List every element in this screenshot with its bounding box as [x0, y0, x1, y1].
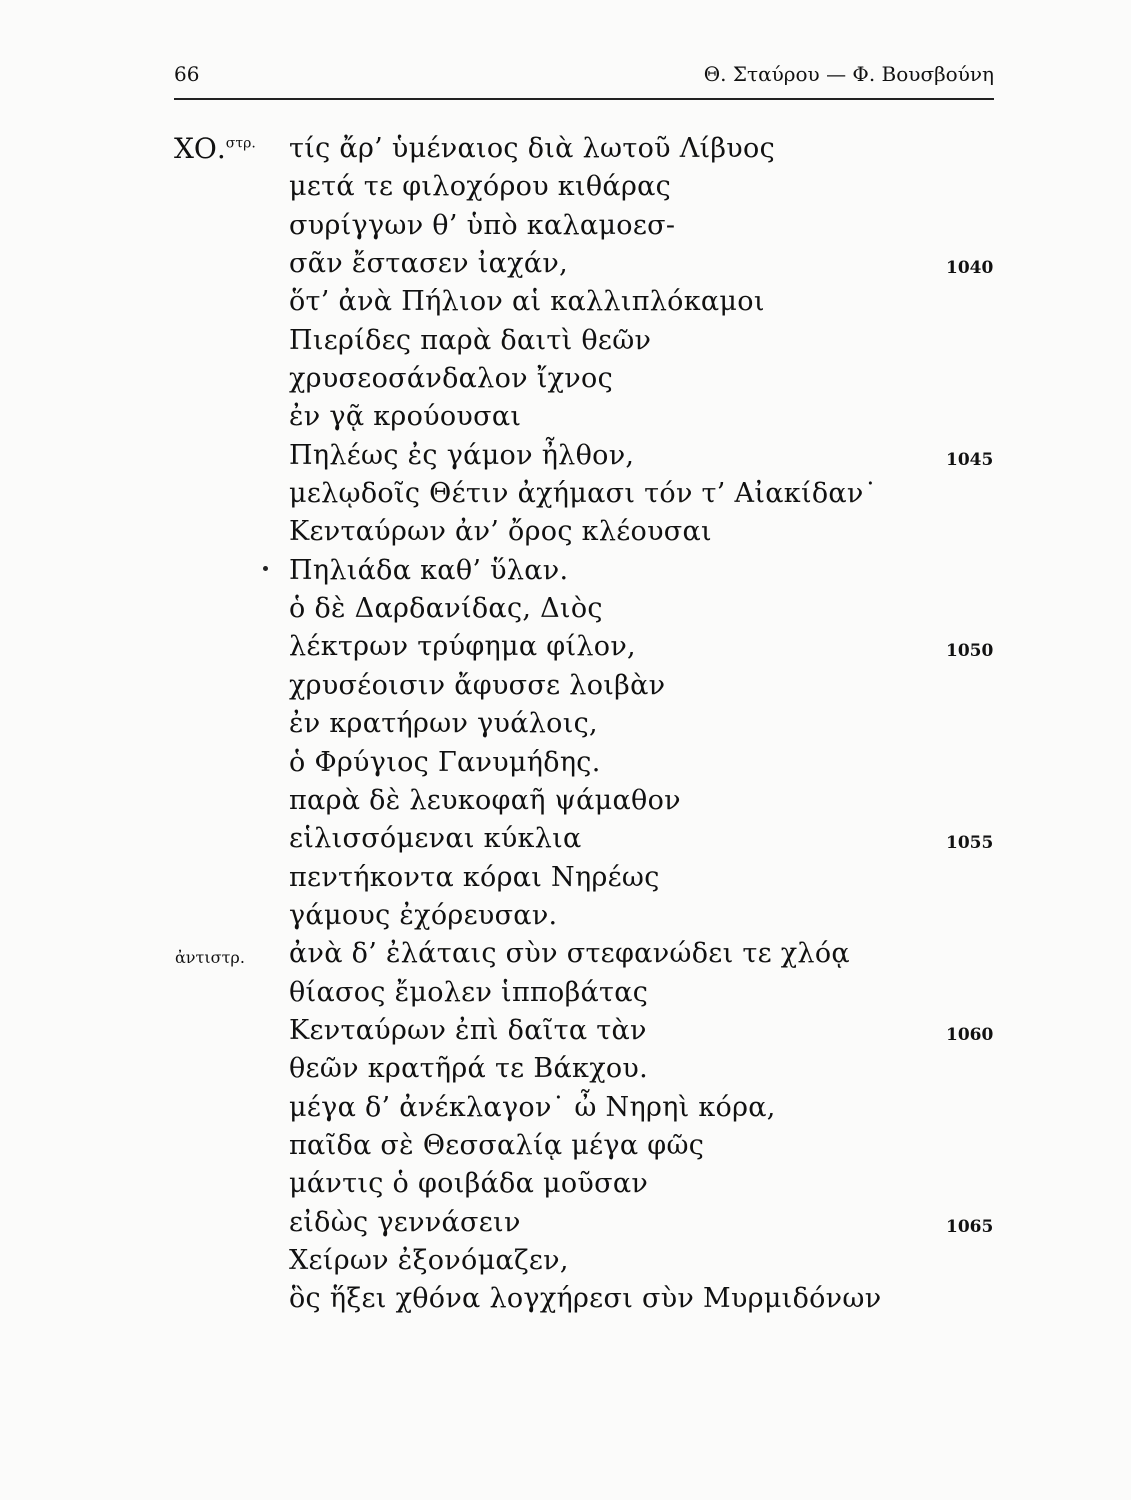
verse-text: ὁ δὲ Δαρδανίδας, Διὸς [289, 593, 603, 625]
verse-text: εἱλισσόμεναι κύκλια [289, 823, 582, 855]
verse-line [0, 1050, 1131, 1088]
verse-line [0, 1165, 1131, 1203]
page-header [174, 58, 994, 100]
page-number: 66 [174, 62, 200, 86]
verse-line [0, 1089, 1131, 1127]
verse-line [0, 897, 1131, 935]
verse-text: γάμους ἐχόρευσαν. [289, 899, 558, 931]
line-number: 1065 [946, 1216, 994, 1237]
verse-text: χρυσέοισιν ἄφυσσε λοιβὰν [289, 669, 666, 701]
verse-text: ἐν κρατήρων γυάλοις, [289, 708, 598, 740]
verse-line [0, 974, 1131, 1012]
verse-text: ὅτ’ ἀνὰ Πήλιον αἱ καλλιπλόκαμοι [289, 286, 765, 318]
verse-line [0, 935, 1131, 973]
verse-line [0, 782, 1131, 820]
verse-line [0, 552, 1131, 590]
verse-text: παῖδα σὲ Θεσσαλίᾳ μέγα φῶς [289, 1129, 705, 1161]
verse-line [0, 1242, 1131, 1280]
verse-text: μελῳδοῖς Θέτιν ἀχήμασι τόν τ’ Αἰακίδαν˙ [289, 478, 878, 510]
verse-block [0, 130, 1131, 1319]
verse-text: ἀνὰ δ’ ἐλάταις σὺν στεφανώδει τε χλόᾳ [289, 938, 850, 970]
verse-line [0, 1204, 1131, 1242]
running-head: Θ. Σταύρου — Φ. Βουσβούνη [703, 62, 994, 86]
verse-text: Κενταύρων ἐπὶ δαῖτα τὰν [289, 1014, 647, 1046]
verse-text: λέκτρων τρύφημα φίλον, [289, 631, 636, 663]
verse-text: Πιερίδες παρὰ δαιτὶ θεῶν [289, 324, 652, 356]
line-number: 1060 [946, 1024, 994, 1045]
verse-text: πεντήκοντα κόραι Νηρέως [289, 861, 660, 893]
verse-line [0, 398, 1131, 436]
verse-line [0, 590, 1131, 628]
verse-line [0, 859, 1131, 897]
verse-line [0, 207, 1131, 245]
verse-line [0, 820, 1131, 858]
verse-text: παρὰ δὲ λευκοφαῆ ψάμαθον [289, 784, 681, 816]
verse-text: ὁ Φρύγιος Γανυμήδης. [289, 746, 601, 778]
speaker-name: ΧΟ. [174, 132, 226, 165]
verse-text: Πηλιάδα καθ’ ὕλαν. [289, 554, 569, 586]
verse-line [0, 360, 1131, 398]
verse-text: μάντις ὁ φοιβάδα μοῦσαν [289, 1168, 649, 1200]
verse-line [0, 283, 1131, 321]
line-number: 1045 [946, 449, 994, 470]
antistrophe-label: ἀντιστρ. [175, 948, 245, 968]
verse-line [0, 667, 1131, 705]
verse-line [0, 513, 1131, 551]
verse-text: θεῶν κρατῆρά τε Βάκχου. [289, 1053, 649, 1085]
verse-text: Κενταύρων ἀν’ ὄρος κλέουσαι [289, 516, 712, 548]
line-number: 1040 [946, 258, 994, 279]
verse-line [0, 437, 1131, 475]
verse-text: τίς ἄρ’ ὑμέναιος διὰ λωτοῦ Λίβυος [289, 133, 775, 164]
verse-line [0, 705, 1131, 743]
verse-line [0, 245, 1131, 283]
verse-text: μετά τε φιλοχόρου κιθάρας [289, 171, 672, 203]
verse-text: μέγα δ’ ἀνέκλαγον˙ ὦ Νηρηὶ κόρα, [289, 1091, 776, 1123]
verse-line [0, 1280, 1131, 1318]
verse-text: εἰδὼς γεννάσειν [289, 1206, 521, 1238]
verse-text: χρυσεοσάνδαλον ἴχνος [289, 363, 613, 395]
margin-dot-icon [263, 566, 268, 571]
verse-line [0, 168, 1131, 206]
verse-line [0, 628, 1131, 666]
verse-line [0, 1127, 1131, 1165]
speaker-label [174, 130, 256, 168]
verse-line [0, 475, 1131, 513]
strophe-marker: στρ. [225, 135, 256, 152]
verse-text: σᾶν ἔστασεν ἰαχάν, [289, 248, 568, 280]
verse-text: ἐν γᾷ κρούουσαι [289, 401, 522, 433]
line-number: 1050 [946, 641, 994, 662]
verse-line [0, 322, 1131, 360]
verse-text: θίασος ἔμολεν ἱπποβάτας [289, 976, 649, 1008]
verse-line [0, 130, 1131, 168]
verse-text: Πηλέως ἐς γάμον ἦλθον, [289, 439, 635, 471]
verse-text: ὃς ἥξει χθόνα λογχήρεσι σὺν Μυρμιδόνων [289, 1283, 882, 1315]
verse-text: Χείρων ἐξονόμαζεν, [289, 1244, 569, 1276]
verse-line [0, 1012, 1131, 1050]
verse-line [0, 744, 1131, 782]
line-number: 1055 [946, 833, 994, 854]
verse-text: συρίγγων θ’ ὑπὸ καλαμοεσ- [289, 209, 676, 241]
